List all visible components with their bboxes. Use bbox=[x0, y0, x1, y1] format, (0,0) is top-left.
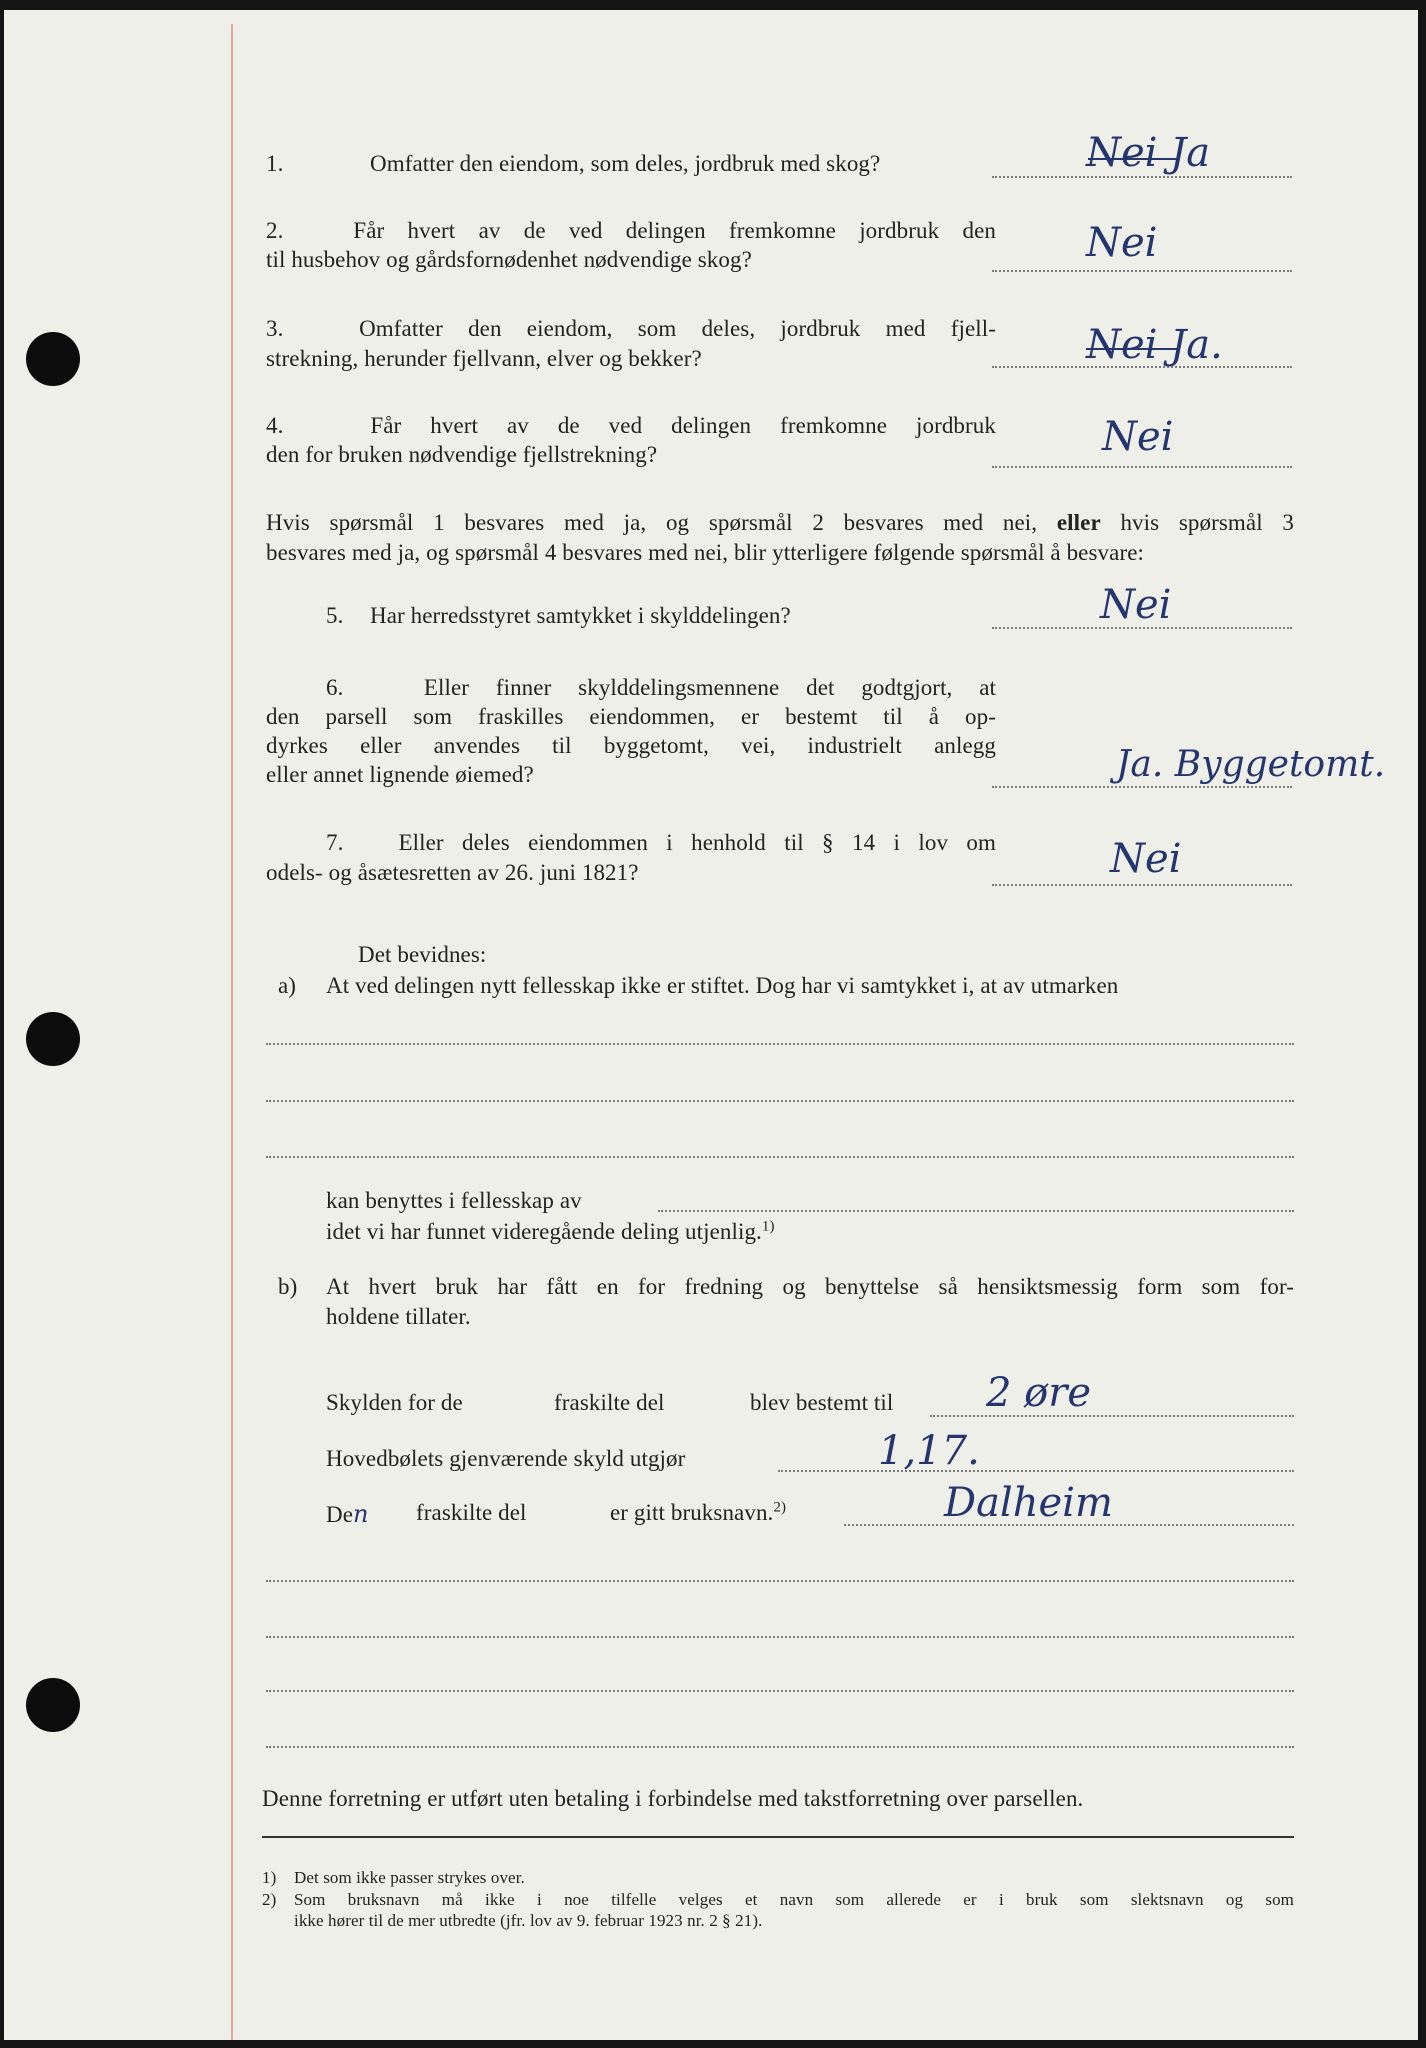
question-5-answer: Nei bbox=[1100, 582, 1172, 628]
question-6-text-4: eller annet lignende øiemed? bbox=[266, 762, 534, 787]
question-3-number: 3. bbox=[266, 316, 284, 341]
skyld-label-2: fraskilte del bbox=[554, 1390, 665, 1415]
margin-line bbox=[231, 24, 233, 2040]
question-4-answer: Nei bbox=[1102, 414, 1174, 460]
fill-line bbox=[658, 1210, 1294, 1212]
question-1-answer: Nei Ja bbox=[1086, 130, 1211, 176]
punch-hole bbox=[26, 332, 80, 386]
navn-value: Dalheim bbox=[944, 1480, 1113, 1526]
fill-line bbox=[266, 1156, 1294, 1158]
reason-text bbox=[326, 1219, 775, 1245]
answer-line bbox=[992, 466, 1292, 468]
skyld-label-3: blev bestemt til bbox=[750, 1390, 894, 1415]
question-3-line-1: Omfatter den eiendom, som deles, jordbruk med fjell- bbox=[359, 316, 996, 341]
footnote-ref: 2) bbox=[773, 1499, 787, 1516]
condition-text: Hvis spørsmål 1 besvares med ja, og spørsmål 2 besvares med nei, bbox=[266, 510, 1038, 535]
question-7-number: 7. bbox=[326, 830, 344, 855]
answer-line bbox=[992, 884, 1292, 886]
question-4-text-1 bbox=[266, 413, 996, 439]
skyld-value: 2 øre bbox=[986, 1370, 1092, 1416]
question-7-text-2: odels- og åsætesretten av 26. juni 1821? bbox=[266, 860, 639, 885]
fill-line bbox=[266, 1746, 1294, 1748]
footnote-1-text: Det som ikke passer strykes over. bbox=[294, 1868, 525, 1887]
question-1-text: Omfatter den eiendom, som deles, jordbruk med skog? bbox=[370, 151, 881, 176]
navn-label-2: fraskilte del bbox=[416, 1500, 527, 1525]
question-7-text-1 bbox=[266, 830, 996, 856]
question-4-number: 4. bbox=[266, 413, 284, 438]
fill-line bbox=[266, 1043, 1294, 1045]
hoved-value: 1,17. bbox=[878, 1428, 980, 1474]
answer-line bbox=[992, 176, 1292, 178]
navn-label-1: De bbox=[326, 1502, 354, 1527]
question-2-number: 2. bbox=[266, 218, 284, 243]
punch-hole bbox=[26, 1678, 80, 1732]
question-5-number: 5. bbox=[326, 603, 344, 628]
condition-line-1 bbox=[266, 510, 1294, 536]
condition-text: hvis spørsmål 3 bbox=[1120, 510, 1294, 535]
question-2-answer: Nei bbox=[1086, 220, 1158, 266]
certify-heading: Det bevidnes: bbox=[358, 942, 487, 967]
question-6-number: 6. bbox=[326, 675, 344, 700]
question-6-answer: Ja. Byggetomt. bbox=[1116, 744, 1386, 785]
document-page bbox=[4, 10, 1418, 2040]
footnote-2-mark: 2) bbox=[262, 1890, 277, 1909]
question-4-text-2: den for bruken nødvendige fjellstrekning? bbox=[266, 442, 658, 467]
certify-a-text: At ved delingen nytt fellesskap ikke er stiftet. Dog har vi samtykket i, at av utmarken bbox=[326, 973, 1119, 998]
fill-line bbox=[266, 1690, 1294, 1692]
skyld-label-1: Skylden for de bbox=[326, 1390, 463, 1415]
fill-line bbox=[930, 1415, 1294, 1417]
question-3-answer: Nei Ja. bbox=[1086, 322, 1223, 368]
question-3-text-1 bbox=[266, 316, 996, 342]
closing-text: Denne forretning er utført uten betaling i forbindelse med takstforretning over parsellen. bbox=[262, 1786, 1084, 1811]
footnote-2-text-2: ikke hører til de mer utbredte (jfr. lov av 9. februar 1923 nr. 2 § 21). bbox=[294, 1911, 763, 1930]
question-6-text-3: dyrkes eller anvendes til byggetomt, vei, industrielt anlegg bbox=[266, 733, 996, 758]
question-7-line-1: Eller deles eiendommen i henhold til § 14 i lov om bbox=[398, 830, 996, 855]
navn-label bbox=[326, 1500, 369, 1528]
certify-b-line-1: At hvert bruk har fått en for fredning og benyttelse så hensiktsmessig form som for- bbox=[326, 1274, 1294, 1299]
question-7-answer: Nei bbox=[1110, 836, 1182, 882]
footnote-2-text: Som bruksnavn må ikke i noe tilfelle velges et navn som allerede er i bruk som slektsnavn og som bbox=[294, 1890, 1294, 1909]
answer-line bbox=[992, 270, 1292, 272]
hoved-label: Hovedbølets gjenværende skyld utgjør bbox=[326, 1446, 686, 1471]
strike-through bbox=[1086, 348, 1180, 350]
question-6-text-2: den parsell som fraskilles eiendommen, er bestemt til å op- bbox=[266, 704, 996, 729]
question-2-text-2: til husbehov og gårdsfornødenhet nødvendige skog? bbox=[266, 247, 752, 272]
question-6-line-1: Eller finner skylddelingsmennene det godtgjort, at bbox=[423, 675, 996, 700]
fill-line bbox=[266, 1636, 1294, 1638]
question-5-text: Har herredsstyret samtykket i skylddelingen? bbox=[370, 603, 791, 628]
question-2-line-1: Får hvert av de ved delingen fremkomne jordbruk den bbox=[353, 218, 996, 243]
certify-a-label: a) bbox=[278, 973, 297, 998]
certify-b-label: b) bbox=[278, 1274, 298, 1299]
question-2-text-1 bbox=[266, 218, 996, 244]
footnote-1-mark: 1) bbox=[262, 1868, 277, 1887]
condition-bold: eller bbox=[1056, 510, 1101, 535]
navn-label-text: er gitt bruksnavn. bbox=[610, 1500, 774, 1525]
question-3-text-2: strekning, herunder fjellvann, elver og bekker? bbox=[266, 346, 702, 371]
condition-line-2: besvares med ja, og spørsmål 4 besvares med nei, blir ytterligere følgende spørsmål å besvare: bbox=[266, 540, 1145, 565]
footnote-ref: 1) bbox=[761, 1218, 775, 1235]
question-1-number: 1. bbox=[266, 151, 284, 176]
common-use-label: kan benyttes i fellesskap av bbox=[326, 1188, 582, 1213]
fill-line bbox=[266, 1100, 1294, 1102]
reason-sentence: idet vi har funnet videregående deling utjenlig. bbox=[326, 1219, 762, 1244]
closing-rule bbox=[262, 1836, 1294, 1838]
certify-b-line-2: holdene tillater. bbox=[326, 1304, 471, 1329]
navn-label-handwritten: n bbox=[353, 1500, 369, 1528]
fill-line bbox=[266, 1580, 1294, 1582]
fill-line bbox=[778, 1470, 1294, 1472]
answer-line bbox=[992, 786, 1292, 788]
question-4-line-1: Får hvert av de ved delingen fremkomne jordbruk bbox=[370, 413, 996, 438]
punch-hole bbox=[26, 1012, 80, 1066]
navn-label-3 bbox=[610, 1500, 786, 1526]
strike-through bbox=[1088, 158, 1180, 160]
question-6-text-1 bbox=[266, 675, 996, 701]
